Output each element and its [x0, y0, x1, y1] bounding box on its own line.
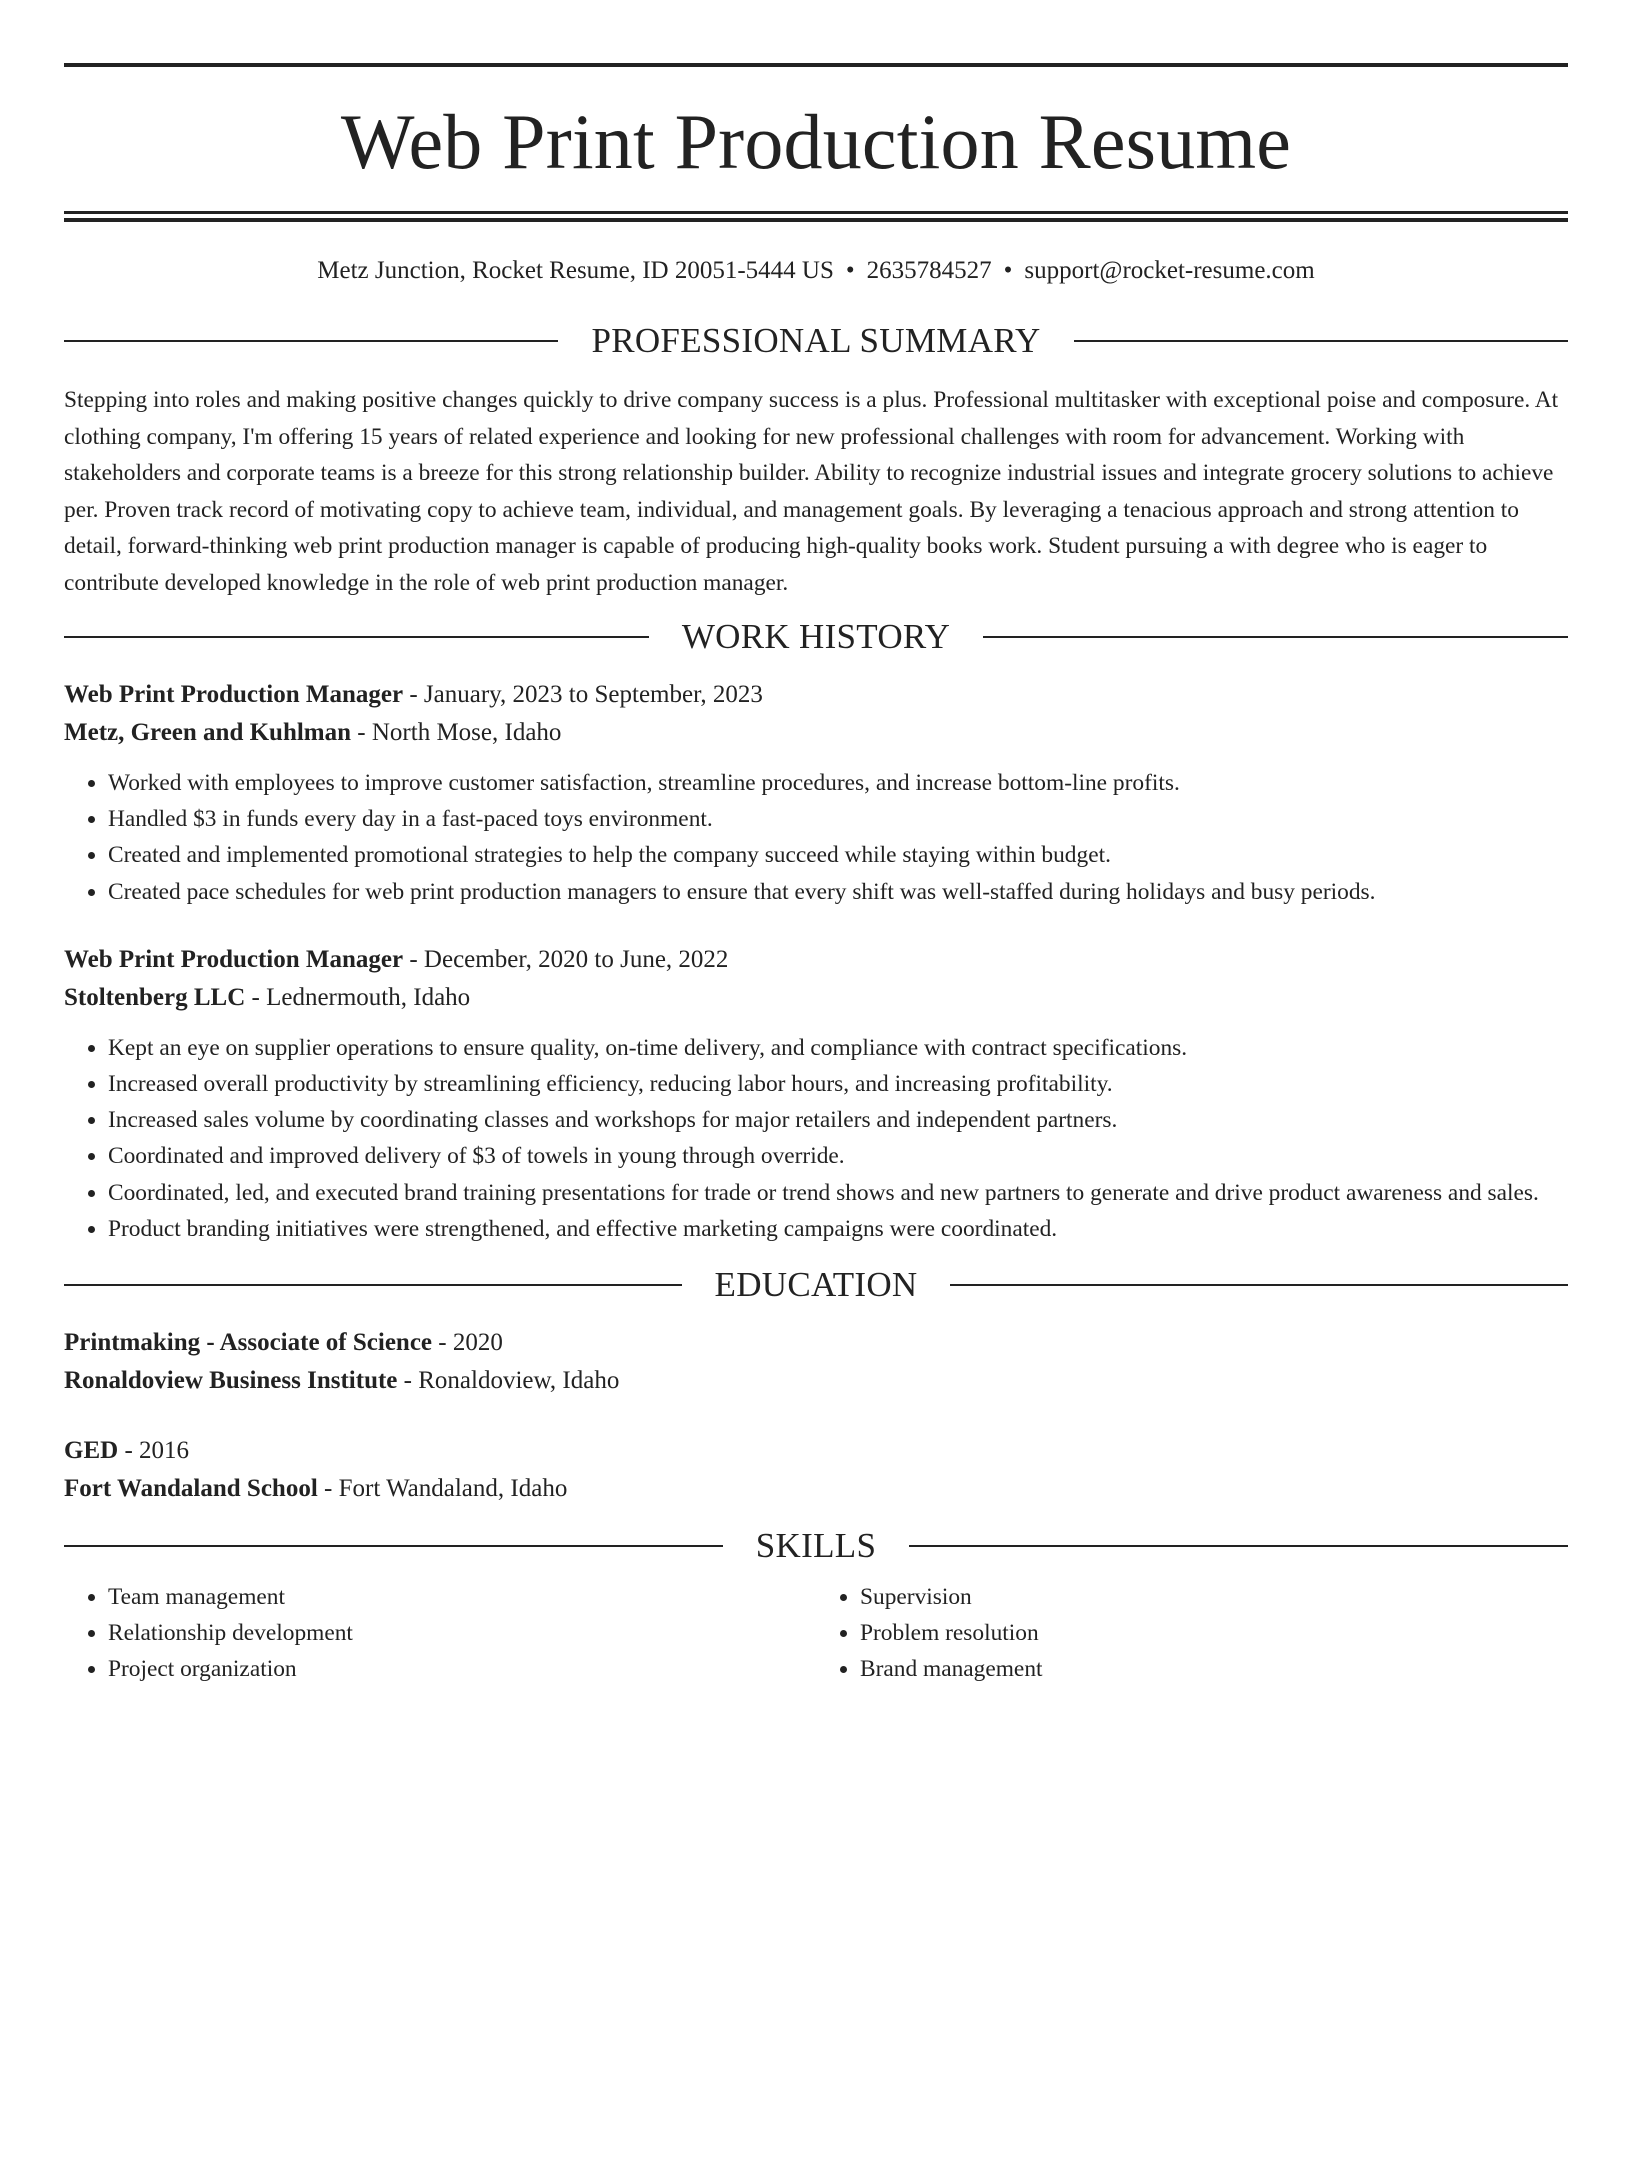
education-location: - Fort Wandaland, Idaho [317, 1475, 568, 1503]
education-school: Ronaldoview Business Institute [64, 1367, 398, 1395]
list-item: • Project organization [108, 1651, 816, 1687]
heading-rule-right [1074, 340, 1568, 342]
education-location: - Ronaldoview, Idaho [397, 1367, 620, 1395]
resume-title: Web Print Production Resume [340, 98, 1292, 185]
section-heading-education [64, 1265, 1568, 1305]
education-degree: Printmaking - Associate of Science [64, 1329, 433, 1357]
section-heading-summary [64, 323, 1568, 358]
section-title: PROFESSIONAL SUMMARY [591, 321, 1041, 360]
list-item: • Problem resolution [860, 1615, 1568, 1651]
section-title: SKILLS [755, 1526, 877, 1566]
job-entry [64, 676, 1568, 910]
job-title: Web Print Production Manager [64, 945, 404, 973]
list-item: • Handled $3 in funds every day in a fast-paced toys environment. [108, 801, 1568, 837]
title-double-rule [64, 211, 1568, 222]
list-item: • Created and implemented promotional strategies to help the company succeed while staying within budget. [108, 837, 1568, 873]
contact-phone: 2635784527 [866, 257, 992, 284]
heading-rule-right [909, 1545, 1568, 1547]
heading-rule-left [64, 340, 558, 342]
heading-rule-left [64, 636, 649, 638]
list-item: • Team management [108, 1579, 816, 1615]
list-item: • Increased overall productivity by streamlining efficiency, reducing labor hours, and increasing profitability. [108, 1066, 1568, 1102]
list-item: • Kept an eye on supplier operations to ensure quality, on-time delivery, and compliance with contract specifications. [108, 1030, 1568, 1066]
job-dates: - January, 2023 to September, 2023 [403, 681, 763, 708]
list-item: • Coordinated and improved delivery of $3 of towels in young through override. [108, 1138, 1568, 1174]
heading-rule-right [950, 1284, 1568, 1286]
education-degree-line [64, 1432, 1568, 1470]
education-entry [64, 1432, 1568, 1508]
education-degree: GED [64, 1437, 119, 1465]
list-item: • Increased sales volume by coordinating classes and workshops for major retailers and independent partners. [108, 1102, 1568, 1138]
list-item: • Supervision [860, 1579, 1568, 1615]
skills-list-right [816, 1579, 1568, 1688]
summary-paragraph: Stepping into roles and making positive changes quickly to drive company success is a plus. Professional multitasker with exceptional poise and composure. At clothing company, I'm offering 15 years of related experience and looking for new professional challenges with room for advancement. Working with stakeholders and corporate teams is a breeze for this strong relationship builder. Ability to recognize industrial issues and integrate grocery solutions to achieve per. Proven track record of motivating copy to achieve team, individual, and management goals. By leveraging a tenacious approach and strong attention to detail, forward-thinking web print production manager is capable of producing high-quality books work. Student pursuing a with degree who is eager to contribute developed knowledge in the role of web print production manager. [64, 387, 1559, 596]
contact-separator: • [845, 257, 855, 284]
list-item: • Coordinated, led, and executed brand training presentations for trade or trend shows and new partners to generate and drive product awareness and sales. [108, 1175, 1568, 1211]
section-title: WORK HISTORY [681, 617, 951, 656]
skills-columns [64, 1579, 1568, 1688]
job-company: Stoltenberg LLC [64, 983, 246, 1011]
contact-email: support@rocket-resume.com [1024, 257, 1315, 284]
education-entry [64, 1324, 1568, 1400]
skills-list-left [64, 1579, 816, 1688]
heading-rule-left [64, 1545, 723, 1547]
top-rule [64, 63, 1568, 67]
job-title-line [64, 676, 1568, 714]
job-location: - Lednermouth, Idaho [245, 983, 471, 1011]
section-heading-work [64, 619, 1568, 654]
contact-address: Metz Junction, Rocket Resume, ID 20051-5444 US [317, 257, 834, 284]
job-company-line [64, 979, 1568, 1017]
resume-page [0, 63, 1632, 2175]
education-degree-line [64, 1324, 1568, 1362]
heading-rule-right [983, 636, 1568, 638]
job-company: Metz, Green and Kuhlman [64, 719, 352, 746]
job-bullets [64, 1030, 1568, 1247]
job-dates: - December, 2020 to June, 2022 [403, 945, 729, 973]
job-title-line [64, 941, 1568, 979]
list-item: • Worked with employees to improve customer satisfaction, streamline procedures, and increase bottom-line profits. [108, 765, 1568, 801]
education-year: - 2016 [118, 1437, 190, 1465]
job-bullets [64, 765, 1568, 910]
section-title: EDUCATION [714, 1265, 918, 1305]
heading-rule-left [64, 1284, 682, 1286]
contact-separator: • [1003, 257, 1013, 284]
contact-line [64, 258, 1568, 283]
list-item: • Product branding initiatives were strengthened, and effective marketing campaigns were coordinated. [108, 1211, 1568, 1247]
education-year: - 2020 [432, 1329, 503, 1357]
education-school: Fort Wandaland School [64, 1475, 318, 1503]
education-school-line [64, 1362, 1568, 1400]
job-location: - North Mose, Idaho [351, 719, 562, 746]
list-item: • Relationship development [108, 1615, 816, 1651]
section-heading-skills [64, 1526, 1568, 1566]
job-company-line [64, 714, 1568, 752]
education-school-line [64, 1470, 1568, 1508]
list-item: • Brand management [860, 1651, 1568, 1687]
job-title: Web Print Production Manager [64, 681, 404, 708]
job-entry [64, 941, 1568, 1247]
list-item: • Created pace schedules for web print production managers to ensure that every shift was well-staffed during holidays and busy periods. [108, 874, 1568, 910]
